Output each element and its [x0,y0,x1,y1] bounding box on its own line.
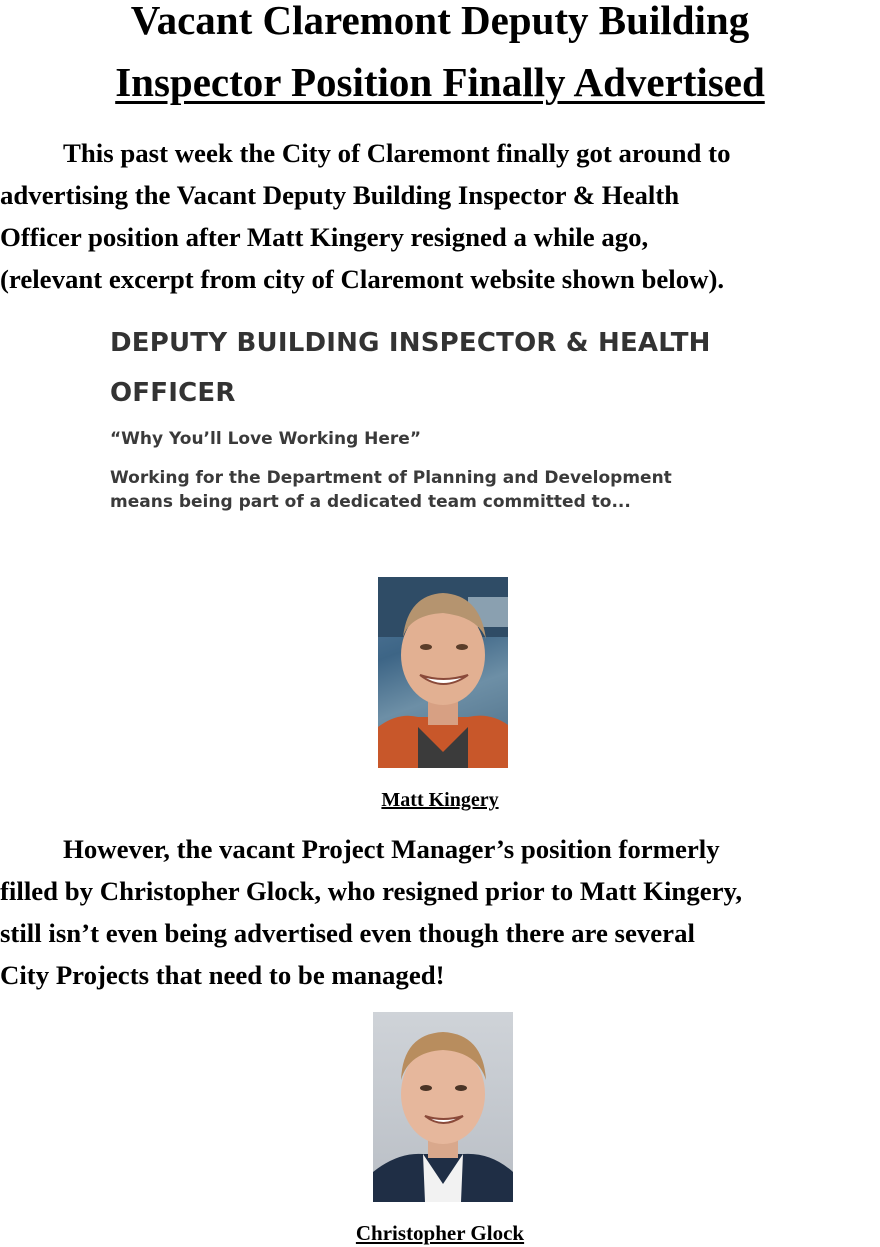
intro-line-3: Officer position after Matt Kingery resigned a while ago, [0,222,649,252]
excerpt-body-line-1: Working for the Department of Planning and Development [110,468,672,488]
website-excerpt [110,318,810,514]
intro-line-2: advertising the Vacant Deputy Building Inspector & Health [0,180,680,210]
portrait-1-illustration [378,577,508,768]
portrait-2-illustration [373,1012,513,1202]
second-paragraph [0,828,880,996]
excerpt-heading-line-1: DEPUTY BUILDING INSPECTOR & HEALTH [110,328,711,358]
excerpt-body-line-2: means being part of a dedicated team committed to... [110,492,631,512]
article-title-line-1: Vacant Claremont Deputy Building [130,0,750,43]
intro-line-1: This past week the City of Claremont finally got around to [63,138,731,168]
excerpt-tagline: “Why You’ll Love Working Here” [110,429,422,449]
article-title-line-2: Inspector Position Finally Advertised [115,59,765,105]
excerpt-heading [110,318,810,418]
photo-2-caption: Christopher Glock [355,1221,525,1245]
portrait-photo-2 [373,1012,513,1202]
intro-paragraph [0,132,880,300]
photo-1-caption: Matt Kingery [381,789,499,811]
second-line-2: filled by Christopher Glock, who resigned prior to Matt Kingery, [0,876,743,906]
portrait-photo-1 [378,577,508,768]
intro-line-4: (relevant excerpt from city of Claremont website shown below). [0,264,725,294]
second-line-3: still isn’t even being advertised even though there are several [0,918,695,948]
excerpt-heading-line-2: OFFICER [110,378,236,408]
second-line-4: City Projects that need to be managed! [0,960,445,990]
excerpt-body [110,466,810,514]
second-line-1: However, the vacant Project Manager’s position formerly [63,834,720,864]
